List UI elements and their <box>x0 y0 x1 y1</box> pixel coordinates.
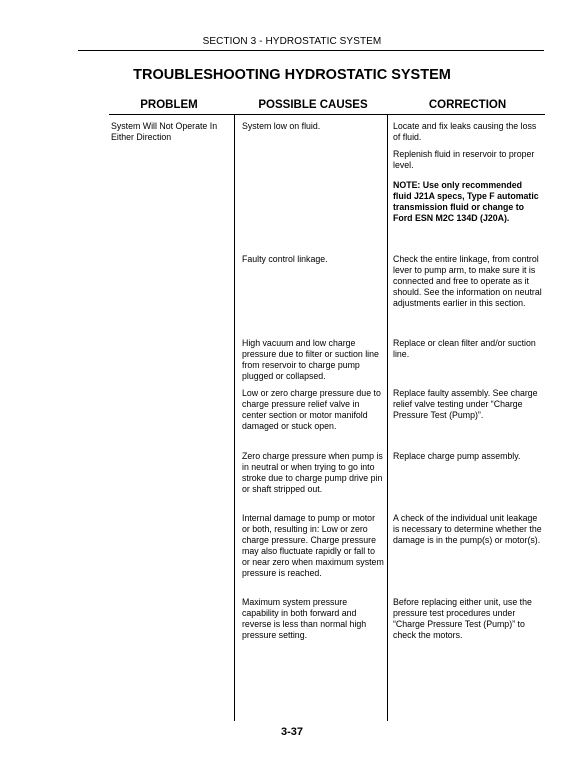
note-text: NOTE: Use only recommended fluid J21A specs, Type F automatic transmission fluid or change to Ford ESN M2C 134D (J20A). <box>393 180 539 224</box>
correction-item: Before replacing either unit, use the pressure test procedures under “Charge Pressure Test (Pump)” to check the motors. <box>393 597 532 641</box>
correction-item: A check of the individual unit leakage is necessary to determine whether the damage is in the pump(s) or motor(s). <box>393 513 542 546</box>
page-title: TROUBLESHOOTING HYDROSTATIC SYSTEM <box>133 67 451 83</box>
column-header-correction: CORRECTION <box>428 99 507 111</box>
cause-item: Faulty control linkage. <box>242 254 328 264</box>
correction-item: Replace faulty assembly. See charge relief valve testing under “Charge Pressure Test (Pump)”. <box>393 388 538 421</box>
cause-item: High vacuum and low charge pressure due to filter or suction line from reservoir to charge pump plugged or collapsed. <box>242 338 379 382</box>
section-header: SECTION 3 - HYDROSTATIC SYSTEM <box>202 36 382 47</box>
problem-cell: System Will Not Operate In Either Direction <box>111 121 218 143</box>
correction-item: Locate and fix leaks causing the loss of fluid. <box>393 121 537 143</box>
cause-item: Maximum system pressure capability in both forward and reverse is less than normal high pressure setting. <box>242 597 367 641</box>
correction-item: Check the entire linkage, from control lever to pump arm, to make sure it is connected and free to operate as it should. See the information on neutral adjustments earlier in this section. <box>393 254 542 309</box>
page-number: 3-37 <box>280 726 304 738</box>
cause-item: Low or zero charge pressure due to charge pressure relief valve in center section or motor manifold damaged or stuck open. <box>242 388 381 432</box>
column-divider-left <box>234 114 235 721</box>
correction-item: Replenish fluid in reservoir to proper level. <box>393 149 535 171</box>
column-divider-right <box>387 114 388 721</box>
correction-item: Replace charge pump assembly. <box>393 451 521 461</box>
cause-item: Internal damage to pump or motor or both, resulting in: Low or zero charge pressure. Charge pressure may also fluctuate rapidly or fall to or near zero when maximum system pressure is reached. <box>242 513 384 579</box>
cause-item: Zero charge pressure when pump is in neutral or when trying to go into stroke due to charge pump drive pin or shaft stripped out. <box>242 451 383 495</box>
column-header-problem: PROBLEM <box>140 99 198 111</box>
column-header-divider <box>109 114 545 115</box>
correction-item: Replace or clean filter and/or suction line. <box>393 338 536 360</box>
header-divider <box>78 50 544 51</box>
cause-item: System low on fluid. <box>242 121 321 131</box>
column-header-causes: POSSIBLE CAUSES <box>258 99 368 111</box>
